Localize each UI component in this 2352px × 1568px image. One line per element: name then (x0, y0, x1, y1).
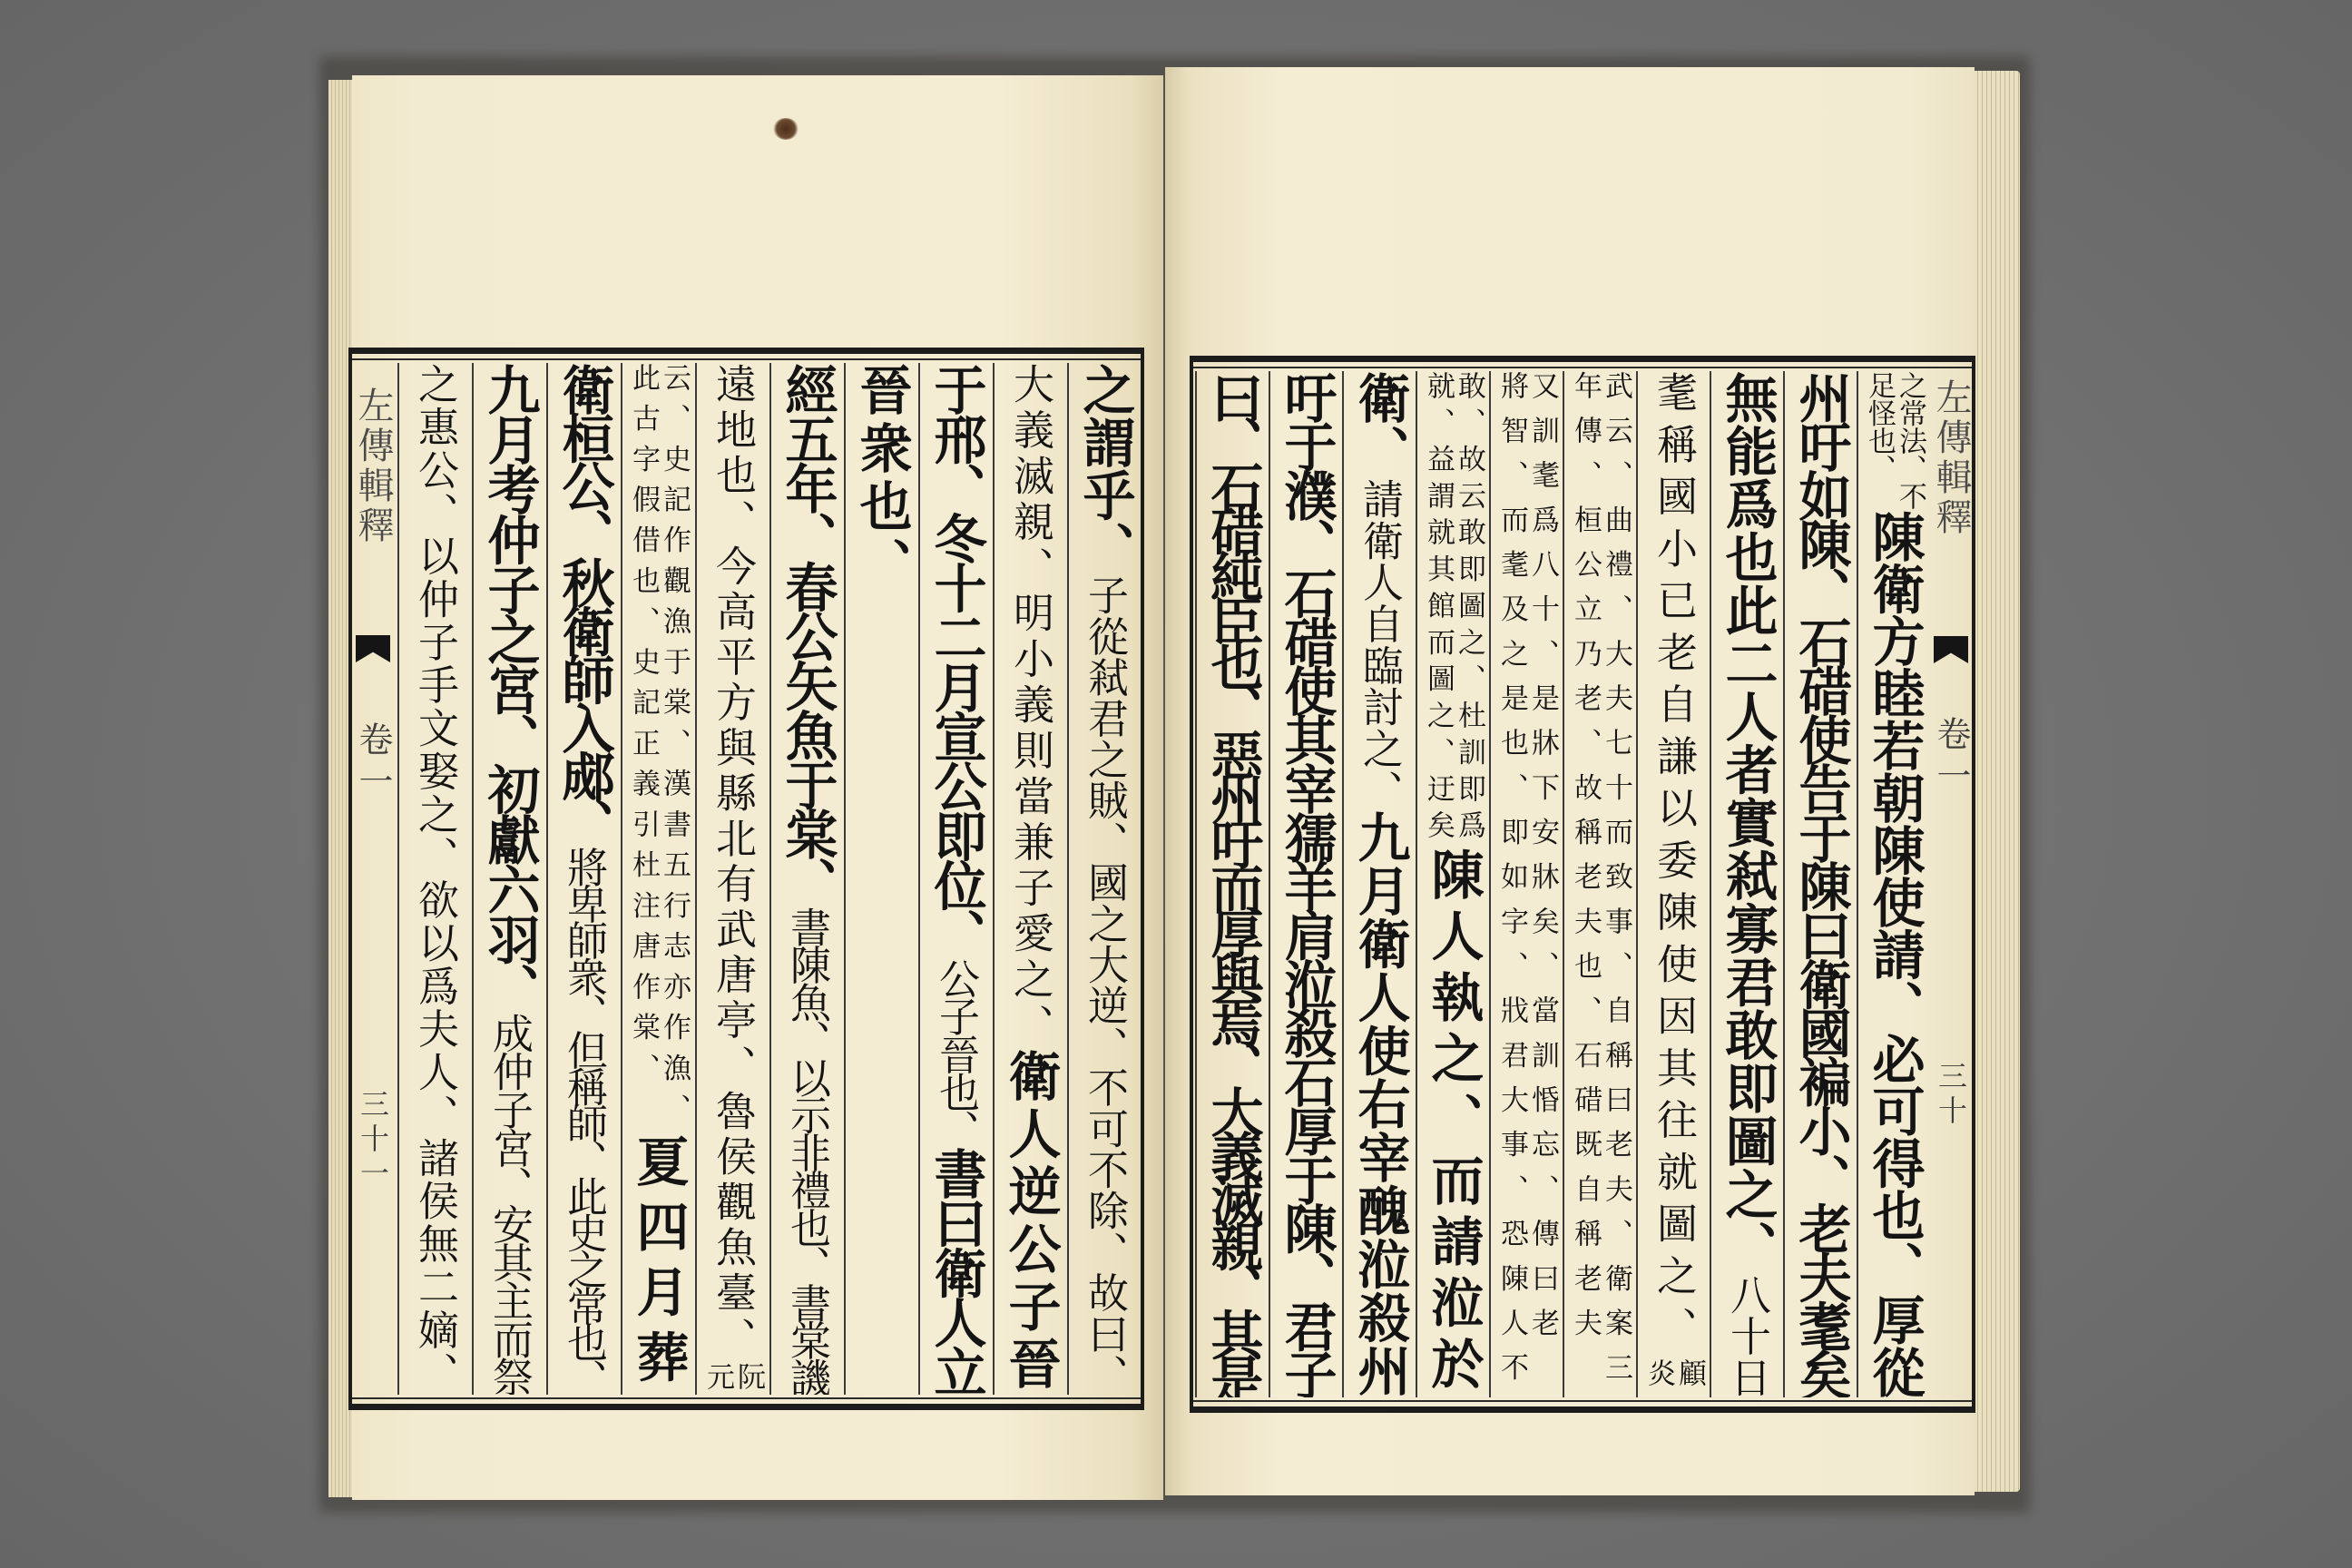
main-text: 曰、石碏純臣也、惡州吁而厚與焉、大義滅親、其是 (1201, 371, 1264, 1397)
annotation-right-row: 阮 (732, 1361, 765, 1395)
annotation-text: 將卑師衆、但稱師、此史之常也、 (560, 846, 608, 1395)
annotation-text: 耄稱國小已老自謙以委陳使因其往就圖之、 (1650, 371, 1698, 1358)
margin-title: 左傳輯釋 (352, 387, 394, 546)
text-column (397, 363, 471, 1395)
margin-page-number: 三十一 (356, 1089, 390, 1192)
text-column (1342, 371, 1416, 1397)
text-column (769, 363, 843, 1395)
text-column (918, 363, 992, 1395)
text-column (1857, 371, 1930, 1397)
main-text: 書曰衛人立 (925, 1146, 987, 1395)
main-text: 衛、 (1348, 371, 1411, 478)
margin-page-number: 三十 (1934, 1061, 1968, 1130)
left-page-text-frame (348, 348, 1144, 1410)
main-text: 經五年、春公矢魚于棠、 (776, 363, 838, 906)
annotation-text: 大義滅親、明小義則當兼子愛之、 (1006, 363, 1054, 1050)
annotation-text: 之惠公、以仲子手文娶之、欲以爲夫人、諸侯無二嫡、 (411, 363, 459, 1395)
margin-volume: 卷一 (1931, 716, 1971, 799)
right-page-columns (1193, 371, 1930, 1397)
text-column (1269, 371, 1342, 1397)
text-column (993, 363, 1066, 1395)
annotation-right-row: 顧 (1673, 1357, 1706, 1397)
margin-volume: 卷一 (353, 721, 393, 805)
text-column (472, 363, 545, 1395)
annotation-double-row (1571, 371, 1630, 1397)
right-page-margin (1930, 371, 1972, 1397)
main-text: 陳衛方睦若朝陳使請、必可得也、厚從 (1863, 509, 1926, 1397)
text-column (1067, 363, 1141, 1395)
annotation-left-row: 炎 (1642, 1357, 1675, 1397)
annotation-left-row: 年傳、桓公立乃老、故稱老夫也、石碏既自稱老夫 (1569, 371, 1602, 1353)
annotation-double-row (627, 363, 691, 1135)
annotation-text: 遠地也、今高平方與縣北有武唐亭、魯侯觀魚臺、 (709, 363, 757, 1362)
text-column (1489, 371, 1563, 1397)
text-column (1195, 371, 1269, 1397)
annotation-left-row: 足怪也、 (1863, 371, 1896, 483)
text-column (695, 363, 769, 1395)
fishtail-mark (1934, 636, 1968, 663)
annotation-left-row: 就、益謂就其館而圖之、迂矣 (1422, 371, 1455, 848)
stain-spot (773, 118, 799, 140)
annotation-double-row (1495, 371, 1559, 1397)
margin-title: 左傳輯釋 (1930, 378, 1972, 538)
annotation-left-row: 此古字假借也、史記正義引杜注唐作棠、 (627, 363, 660, 1094)
fishtail-mark (356, 635, 390, 662)
annotation-right-row: 之常法、不 (1894, 371, 1926, 510)
annotation-text: 八十日 (1723, 1273, 1771, 1397)
annotation-right-row: 云、史記作觀漁于棠、漢書五行志亦作漁、 (658, 363, 691, 1135)
annotation-left-row: 元 (701, 1361, 734, 1395)
text-column (1710, 371, 1783, 1397)
page-stack-edge-right (1969, 71, 2020, 1492)
annotation-double-row (1424, 371, 1483, 848)
text-column (546, 363, 620, 1395)
main-text: 吁于濮、石碏使其宰獳羊肩涖殺石厚于陳、君子 (1275, 371, 1338, 1397)
main-text: 無能爲也此二人者實弒寡君敢即圖之、 (1716, 371, 1779, 1274)
main-text: 夏四月葬 (627, 1134, 690, 1395)
main-text: 晉衆也、 (850, 363, 913, 595)
annotation-right-row: 武云、曲禮、大夫七十而致事、自稱曰老夫、衛案三 (1600, 371, 1632, 1397)
main-text: 于邢、冬十二月宣公即位、 (925, 363, 987, 958)
annotation-text: 書陳魚、以示非禮也、書棠譏 (783, 906, 831, 1395)
annotation-text: 請衛人自臨討之、 (1356, 477, 1404, 811)
text-column (1416, 371, 1489, 1397)
text-column (844, 363, 917, 1395)
annotation-right-row: 敢、故云敢即圖之、杜訓即爲 (1453, 371, 1485, 848)
annotation-double-row (1865, 371, 1924, 510)
left-page-columns (394, 363, 1141, 1395)
annotation-text: 子從弒君之賊、國之大逆、不可不除、故曰、 (1081, 573, 1129, 1395)
main-text: 衛桓公、秋衛師入郕、 (553, 363, 615, 847)
main-text: 陳人執之、而請涖於 (1422, 847, 1485, 1397)
annotation-text: 成仲子宮、安其主而祭 (485, 1013, 534, 1395)
text-column (1563, 371, 1636, 1397)
text-column (1783, 371, 1857, 1397)
main-text: 州吁如陳、石碏使告于陳曰衛國褊小、老夫耄矣 (1789, 371, 1852, 1397)
annotation-double-row (1642, 1357, 1706, 1397)
annotation-left-row: 將智、而耄及之是也、即如字、戕君大事、恐陳人不 (1495, 371, 1528, 1397)
annotation-right-row: 又訓耄爲八十、是牀下安牀矣、當訓惛忘、傳曰老 (1526, 371, 1559, 1353)
main-text: 衛人逆公子晉 (999, 1049, 1062, 1395)
annotation-double-row (701, 1361, 765, 1395)
annotation-text: 公子晉也、 (932, 957, 980, 1147)
main-text: 九月考仲子之宮、初獻六羽、 (478, 363, 541, 1014)
right-page-text-frame (1190, 356, 1975, 1413)
text-column (621, 363, 694, 1395)
main-text: 九月衛人使右宰醜涖殺州 (1348, 810, 1411, 1397)
left-page-margin (352, 363, 394, 1395)
main-text: 之謂乎、 (1073, 363, 1136, 574)
text-column (1636, 371, 1710, 1397)
